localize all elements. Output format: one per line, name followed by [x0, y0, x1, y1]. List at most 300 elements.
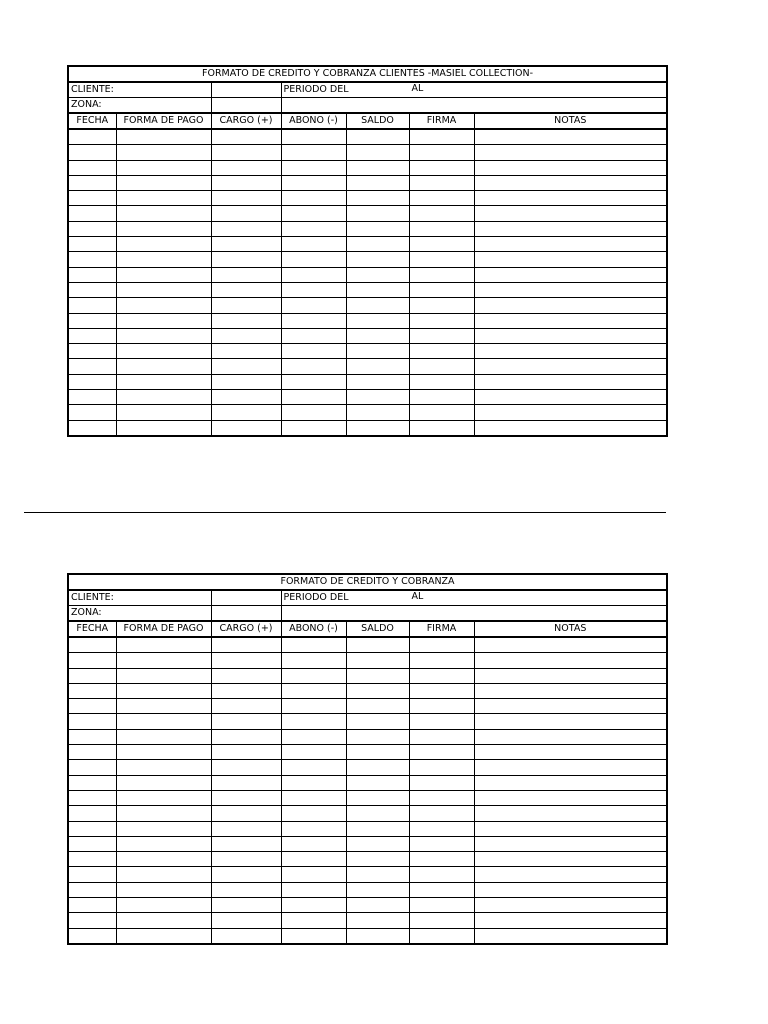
table-cell[interactable]: [281, 913, 346, 928]
table-cell[interactable]: [211, 252, 281, 267]
table-cell[interactable]: [474, 668, 667, 683]
table-cell[interactable]: [116, 298, 211, 313]
table-cell[interactable]: [116, 221, 211, 236]
table-cell[interactable]: [346, 282, 409, 297]
table-cell[interactable]: [474, 160, 667, 175]
table-cell[interactable]: [116, 405, 211, 420]
table-cell[interactable]: [116, 653, 211, 668]
table-cell[interactable]: [474, 714, 667, 729]
table-cell[interactable]: [281, 237, 346, 252]
table-cell[interactable]: [346, 344, 409, 359]
table-cell[interactable]: [474, 390, 667, 405]
table-cell[interactable]: [409, 374, 474, 389]
table-cell[interactable]: [116, 129, 211, 145]
table-cell[interactable]: [211, 821, 281, 836]
table-cell[interactable]: [211, 775, 281, 790]
table-cell[interactable]: [409, 821, 474, 836]
table-cell[interactable]: [346, 683, 409, 698]
table-cell[interactable]: [211, 882, 281, 897]
table-cell[interactable]: [116, 821, 211, 836]
table-cell[interactable]: [116, 374, 211, 389]
table-cell[interactable]: [346, 405, 409, 420]
table-cell[interactable]: [116, 420, 211, 436]
table-cell[interactable]: [346, 913, 409, 928]
table-cell[interactable]: [474, 206, 667, 221]
cliente-field[interactable]: [68, 82, 211, 98]
periodo-value-cell[interactable]: [281, 98, 667, 114]
table-cell[interactable]: [346, 699, 409, 714]
table-cell[interactable]: [211, 653, 281, 668]
table-cell[interactable]: [116, 882, 211, 897]
table-cell[interactable]: [409, 328, 474, 343]
table-cell[interactable]: [409, 913, 474, 928]
table-cell[interactable]: [68, 852, 116, 867]
table-cell[interactable]: [346, 420, 409, 436]
table-cell[interactable]: [281, 653, 346, 668]
table-cell[interactable]: [409, 699, 474, 714]
table-cell[interactable]: [68, 344, 116, 359]
table-cell[interactable]: [281, 374, 346, 389]
table-cell[interactable]: [409, 282, 474, 297]
table-cell[interactable]: [211, 683, 281, 698]
table-cell[interactable]: [68, 298, 116, 313]
table-cell[interactable]: [68, 729, 116, 744]
table-cell[interactable]: [68, 313, 116, 328]
table-cell[interactable]: [346, 298, 409, 313]
table-cell[interactable]: [211, 282, 281, 297]
table-cell[interactable]: [474, 729, 667, 744]
col-header-firma: FIRMA: [409, 113, 474, 129]
table-cell[interactable]: [68, 390, 116, 405]
table-cell[interactable]: [409, 145, 474, 160]
table-cell[interactable]: [409, 683, 474, 698]
table-cell[interactable]: [68, 714, 116, 729]
table-cell[interactable]: [346, 237, 409, 252]
table-cell[interactable]: [116, 790, 211, 805]
table-cell[interactable]: [68, 790, 116, 805]
table-cell[interactable]: [211, 206, 281, 221]
table-cell[interactable]: [409, 882, 474, 897]
table-cell[interactable]: [409, 637, 474, 653]
table-cell[interactable]: [68, 775, 116, 790]
table-cell[interactable]: [281, 852, 346, 867]
table-cell[interactable]: [116, 206, 211, 221]
table-cell[interactable]: [346, 745, 409, 760]
table-cell[interactable]: [211, 298, 281, 313]
zona-field[interactable]: [68, 606, 211, 622]
table-cell[interactable]: [474, 420, 667, 436]
table-cell[interactable]: [346, 252, 409, 267]
table-cell[interactable]: [474, 344, 667, 359]
table-cell[interactable]: [281, 420, 346, 436]
table-cell[interactable]: [346, 191, 409, 206]
table-cell[interactable]: [211, 729, 281, 744]
table-cell[interactable]: [211, 328, 281, 343]
table-cell[interactable]: [474, 790, 667, 805]
table-row: [68, 175, 667, 190]
table-cell[interactable]: [346, 359, 409, 374]
table-cell[interactable]: [409, 390, 474, 405]
table-cell[interactable]: [346, 882, 409, 897]
table-cell[interactable]: [474, 821, 667, 836]
table-cell[interactable]: [211, 344, 281, 359]
table-cell[interactable]: [346, 806, 409, 821]
table-cell[interactable]: [346, 867, 409, 882]
zona-field[interactable]: [68, 98, 211, 114]
table-cell[interactable]: [68, 252, 116, 267]
table-cell[interactable]: [346, 898, 409, 913]
table-cell[interactable]: [474, 867, 667, 882]
table-cell[interactable]: [211, 790, 281, 805]
table-cell[interactable]: [116, 928, 211, 944]
table-cell[interactable]: [281, 729, 346, 744]
table-cell[interactable]: [346, 928, 409, 944]
table-cell[interactable]: [281, 928, 346, 944]
table-cell[interactable]: [346, 328, 409, 343]
table-cell[interactable]: [68, 882, 116, 897]
table-cell[interactable]: [474, 221, 667, 236]
table-cell[interactable]: [116, 145, 211, 160]
table-cell[interactable]: [281, 637, 346, 653]
table-cell[interactable]: [474, 359, 667, 374]
table-cell[interactable]: [211, 175, 281, 190]
table-cell[interactable]: [409, 790, 474, 805]
table-cell[interactable]: [68, 745, 116, 760]
table-cell[interactable]: [116, 637, 211, 653]
table-cell[interactable]: [346, 160, 409, 175]
table-cell[interactable]: [474, 191, 667, 206]
table-cell[interactable]: [281, 252, 346, 267]
table-cell[interactable]: [211, 267, 281, 282]
table-cell[interactable]: [474, 775, 667, 790]
periodo-field[interactable]: [281, 82, 667, 98]
table-cell[interactable]: [474, 252, 667, 267]
table-cell[interactable]: [474, 237, 667, 252]
table-cell[interactable]: [281, 313, 346, 328]
table-cell[interactable]: [68, 928, 116, 944]
table-cell[interactable]: [474, 282, 667, 297]
table-cell[interactable]: [68, 836, 116, 851]
table-cell[interactable]: [346, 221, 409, 236]
table-cell[interactable]: [409, 745, 474, 760]
table-cell[interactable]: [474, 267, 667, 282]
table-cell[interactable]: [68, 806, 116, 821]
table-cell[interactable]: [281, 191, 346, 206]
table-cell[interactable]: [474, 913, 667, 928]
table-cell[interactable]: [211, 637, 281, 653]
table-cell[interactable]: [68, 668, 116, 683]
table-cell[interactable]: [474, 405, 667, 420]
table-cell[interactable]: [409, 405, 474, 420]
table-cell[interactable]: [346, 714, 409, 729]
table-cell[interactable]: [409, 206, 474, 221]
cliente-value-cell[interactable]: [211, 590, 281, 606]
table-cell[interactable]: [211, 221, 281, 236]
table-cell[interactable]: [281, 775, 346, 790]
table-cell[interactable]: [409, 221, 474, 236]
table-cell[interactable]: [409, 836, 474, 851]
table-cell[interactable]: [409, 653, 474, 668]
table-cell[interactable]: [68, 328, 116, 343]
table-row: [68, 775, 667, 790]
table-row: [68, 882, 667, 897]
table-cell[interactable]: [68, 821, 116, 836]
table-cell[interactable]: [116, 390, 211, 405]
table-cell[interactable]: [281, 806, 346, 821]
table-cell[interactable]: [409, 160, 474, 175]
table-cell[interactable]: [346, 390, 409, 405]
table-cell[interactable]: [474, 175, 667, 190]
table-cell[interactable]: [211, 836, 281, 851]
table-cell[interactable]: [346, 790, 409, 805]
table-cell[interactable]: [346, 206, 409, 221]
table-cell[interactable]: [409, 729, 474, 744]
table-cell[interactable]: [116, 913, 211, 928]
table-cell[interactable]: [474, 637, 667, 653]
table-cell[interactable]: [281, 867, 346, 882]
table-cell[interactable]: [116, 267, 211, 282]
table-cell[interactable]: [346, 313, 409, 328]
table-cell[interactable]: [346, 729, 409, 744]
table-cell[interactable]: [281, 821, 346, 836]
table-cell[interactable]: [211, 359, 281, 374]
table-cell[interactable]: [409, 175, 474, 190]
table-cell[interactable]: [281, 898, 346, 913]
table-cell[interactable]: [116, 237, 211, 252]
table-cell[interactable]: [68, 191, 116, 206]
table-cell[interactable]: [68, 867, 116, 882]
table-cell[interactable]: [116, 775, 211, 790]
table-cell[interactable]: [474, 374, 667, 389]
table-cell[interactable]: [409, 760, 474, 775]
table-cell[interactable]: [116, 282, 211, 297]
table-cell[interactable]: [281, 745, 346, 760]
table-cell[interactable]: [474, 683, 667, 698]
table-cell[interactable]: [116, 745, 211, 760]
table-cell[interactable]: [409, 928, 474, 944]
table-cell[interactable]: [474, 129, 667, 145]
table-cell[interactable]: [68, 405, 116, 420]
table-cell[interactable]: [281, 836, 346, 851]
table-cell[interactable]: [281, 282, 346, 297]
table-cell[interactable]: [281, 221, 346, 236]
zona-value-cell[interactable]: [211, 606, 281, 622]
table-cell[interactable]: [346, 653, 409, 668]
table-cell[interactable]: [346, 668, 409, 683]
table-cell[interactable]: [409, 344, 474, 359]
table-cell[interactable]: [281, 129, 346, 145]
table-cell[interactable]: [474, 836, 667, 851]
table-cell[interactable]: [116, 699, 211, 714]
table-cell[interactable]: [211, 760, 281, 775]
table-cell[interactable]: [474, 145, 667, 160]
table-cell[interactable]: [281, 683, 346, 698]
table-cell[interactable]: [116, 191, 211, 206]
table-cell[interactable]: [211, 191, 281, 206]
table-cell[interactable]: [346, 760, 409, 775]
table-cell[interactable]: [211, 237, 281, 252]
table-cell[interactable]: [409, 237, 474, 252]
table-cell[interactable]: [68, 237, 116, 252]
table-cell[interactable]: [409, 668, 474, 683]
table-row: [68, 821, 667, 836]
table-cell[interactable]: [211, 405, 281, 420]
table-cell[interactable]: [68, 653, 116, 668]
table-cell[interactable]: [211, 313, 281, 328]
table-cell[interactable]: [474, 928, 667, 944]
table-cell[interactable]: [409, 359, 474, 374]
table-cell[interactable]: [409, 420, 474, 436]
table-cell[interactable]: [474, 653, 667, 668]
table-cell[interactable]: [68, 913, 116, 928]
periodo-value-cell[interactable]: [281, 606, 667, 622]
table-cell[interactable]: [281, 390, 346, 405]
table-row: [68, 852, 667, 867]
table-cell[interactable]: [281, 882, 346, 897]
table-cell[interactable]: [116, 714, 211, 729]
table-cell[interactable]: [68, 160, 116, 175]
table-cell[interactable]: [281, 668, 346, 683]
table-cell[interactable]: [409, 714, 474, 729]
table-cell[interactable]: [116, 328, 211, 343]
table-cell[interactable]: [116, 160, 211, 175]
table-cell[interactable]: [116, 313, 211, 328]
table-cell[interactable]: [211, 898, 281, 913]
table-cell[interactable]: [211, 145, 281, 160]
table-cell[interactable]: [281, 790, 346, 805]
table-cell[interactable]: [474, 852, 667, 867]
table-cell[interactable]: [116, 852, 211, 867]
table-cell[interactable]: [116, 867, 211, 882]
table-cell[interactable]: [281, 160, 346, 175]
table-cell[interactable]: [116, 760, 211, 775]
table-cell[interactable]: [68, 898, 116, 913]
table-cell[interactable]: [211, 699, 281, 714]
periodo-field[interactable]: [281, 590, 667, 606]
table-cell[interactable]: [474, 328, 667, 343]
table-cell[interactable]: [281, 714, 346, 729]
table-cell[interactable]: [281, 267, 346, 282]
table-cell[interactable]: [116, 359, 211, 374]
table-cell[interactable]: [346, 775, 409, 790]
table-cell[interactable]: [116, 344, 211, 359]
table-cell[interactable]: [474, 699, 667, 714]
table-cell[interactable]: [211, 668, 281, 683]
table-cell[interactable]: [281, 760, 346, 775]
table-cell[interactable]: [346, 129, 409, 145]
table-cell[interactable]: [409, 898, 474, 913]
table-cell[interactable]: [116, 683, 211, 698]
table-cell[interactable]: [68, 267, 116, 282]
zona-value-cell[interactable]: [211, 98, 281, 114]
table-cell[interactable]: [68, 221, 116, 236]
table-cell[interactable]: [211, 390, 281, 405]
cliente-field[interactable]: [68, 590, 211, 606]
table-cell[interactable]: [68, 683, 116, 698]
table-cell[interactable]: [474, 806, 667, 821]
table-cell[interactable]: [68, 206, 116, 221]
table-cell[interactable]: [211, 374, 281, 389]
table-cell[interactable]: [281, 145, 346, 160]
table-cell[interactable]: [68, 359, 116, 374]
table-cell[interactable]: [281, 175, 346, 190]
table-cell[interactable]: [346, 145, 409, 160]
table-cell[interactable]: [409, 775, 474, 790]
table-cell[interactable]: [474, 313, 667, 328]
cliente-label: CLIENTE:: [71, 84, 114, 96]
table-cell[interactable]: [211, 867, 281, 882]
table-cell[interactable]: [474, 745, 667, 760]
table-cell[interactable]: [346, 637, 409, 653]
table-cell[interactable]: [211, 913, 281, 928]
table-cell[interactable]: [116, 836, 211, 851]
table-row: [68, 374, 667, 389]
table-cell[interactable]: [346, 374, 409, 389]
table-cell[interactable]: [116, 175, 211, 190]
table-cell[interactable]: [68, 760, 116, 775]
table-cell[interactable]: [116, 252, 211, 267]
table-cell[interactable]: [281, 344, 346, 359]
table-cell[interactable]: [211, 928, 281, 944]
table-cell[interactable]: [116, 898, 211, 913]
table-cell[interactable]: [346, 821, 409, 836]
table-cell[interactable]: [409, 852, 474, 867]
table-cell[interactable]: [346, 852, 409, 867]
table-cell[interactable]: [281, 206, 346, 221]
table-cell[interactable]: [474, 898, 667, 913]
table-cell[interactable]: [211, 806, 281, 821]
table-cell[interactable]: [409, 298, 474, 313]
table-cell[interactable]: [68, 145, 116, 160]
table-cell[interactable]: [68, 699, 116, 714]
table-cell[interactable]: [211, 160, 281, 175]
table-cell[interactable]: [68, 282, 116, 297]
table-cell[interactable]: [409, 191, 474, 206]
table-cell[interactable]: [346, 836, 409, 851]
table-cell[interactable]: [68, 374, 116, 389]
table-cell[interactable]: [68, 175, 116, 190]
table-cell[interactable]: [409, 313, 474, 328]
table-cell[interactable]: [474, 882, 667, 897]
table-cell[interactable]: [281, 359, 346, 374]
table-cell[interactable]: [409, 867, 474, 882]
table-cell[interactable]: [409, 252, 474, 267]
table-cell[interactable]: [281, 298, 346, 313]
table-cell[interactable]: [409, 129, 474, 145]
table-cell[interactable]: [211, 852, 281, 867]
table-cell[interactable]: [116, 806, 211, 821]
table-cell[interactable]: [346, 175, 409, 190]
table-cell[interactable]: [409, 267, 474, 282]
table-cell[interactable]: [211, 129, 281, 145]
table-cell[interactable]: [281, 699, 346, 714]
table-cell[interactable]: [346, 267, 409, 282]
table-cell[interactable]: [281, 405, 346, 420]
table-cell[interactable]: [211, 714, 281, 729]
table-cell[interactable]: [474, 760, 667, 775]
table-cell[interactable]: [474, 298, 667, 313]
table-cell[interactable]: [116, 668, 211, 683]
table-cell[interactable]: [211, 420, 281, 436]
cliente-value-cell[interactable]: [211, 82, 281, 98]
table-cell[interactable]: [116, 729, 211, 744]
table-cell[interactable]: [68, 637, 116, 653]
table-cell[interactable]: [409, 806, 474, 821]
table-cell[interactable]: [211, 745, 281, 760]
table-cell[interactable]: [68, 420, 116, 436]
table-cell[interactable]: [281, 328, 346, 343]
table-cell[interactable]: [68, 129, 116, 145]
